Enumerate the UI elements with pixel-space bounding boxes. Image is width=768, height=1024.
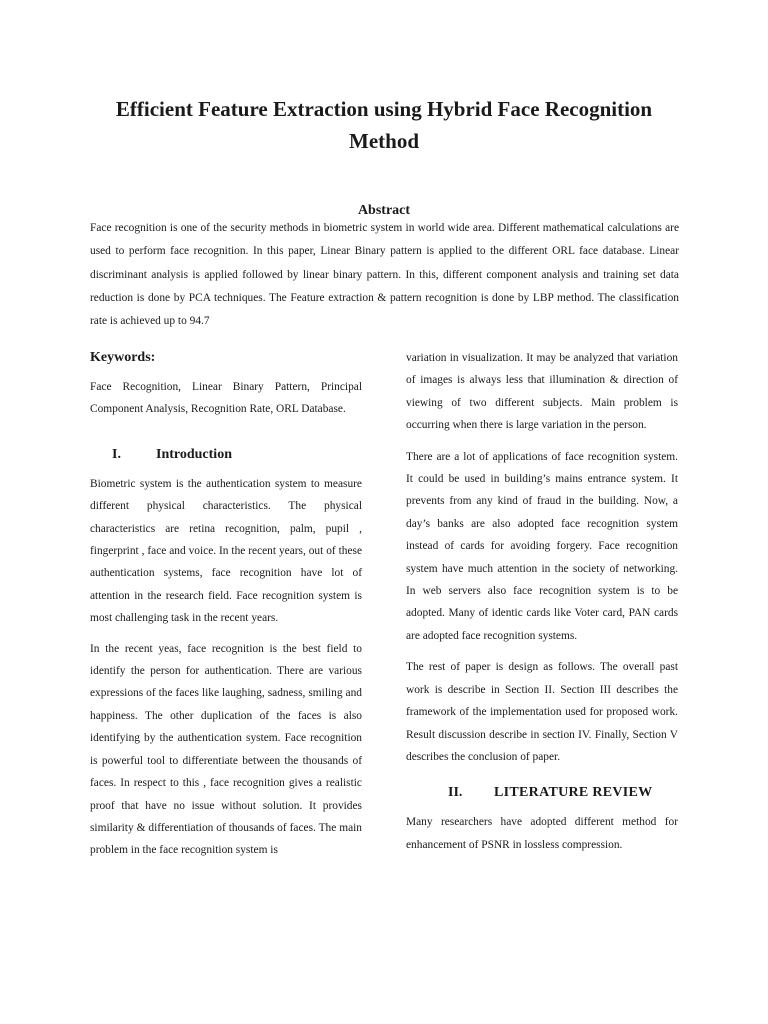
paragraph: variation in visualization. It may be analyzed that variation of images is always less that illumination & direction of viewing of two different subjects. Main problem is occurring when there is large variation in the person. (406, 352, 678, 432)
section-heading-introduction (90, 443, 362, 467)
section-heading-literature-review (406, 781, 678, 805)
right-column (406, 347, 678, 865)
abstract-text: Face recognition is one of the security methods in biometric system in world wide area. Different mathematical calculations are used to perform face recognition. In this paper, Linear Binary pattern is applied to the different ORL face database. Linear discriminant analysis is applied followed by linear binary pattern. In this, different component analysis and training set data reduction is done by PCA techniques. The Feature extraction & pattern recognition is done by LBP method. The classification rate is achieved up to 94.7 (90, 222, 679, 328)
keywords-heading: Keywords: (90, 350, 156, 365)
paragraph: There are a lot of applications of face recognition system. It could be used in building’s mains entrance system. It prevents from any kind of fraud in the building. Now, a day’s banks are also adopted face recognition system instead of cards for avoiding forgery. Face recognition system have much attention in the society of networking. In web servers also face recognition system is to be adopted. Many of identic cards like Voter card, PAN cards are adopted face recognition systems. (406, 450, 678, 642)
paragraph: Many researchers have adopted different method for enhancement of PSNR in lossless compression. (406, 816, 678, 851)
paragraph: In the recent yeas, face recognition is the best field to identify the person for authentication. There are various expressions of the faces like laughing, sadness, smiling and happiness. The other duplication of the faces is also identifying by the authentication system. Face recognition is powerful tool to differentiate between the thousands of faces. In respect to this , face recognition gives a realistic proof that have no issue without solution. It provides similarity & differentiation of thousands of faces. The main problem in the face recognition system is (90, 642, 362, 857)
left-column (90, 344, 362, 870)
paragraph: Biometric system is the authentication system to measure different physical characteristics. The physical characteristics are retina recognition, palm, pupil , fingerprint , face and voice. In the recent years, out of these authentication systems, face recognition have lot of attention in the research field. Face recognition system is most challenging task in the recent years. (90, 477, 362, 625)
section-number: II. (448, 785, 463, 801)
keywords-text: Face Recognition, Linear Binary Pattern, Principal Component Analysis, Recognition Rate, ORL Database. (90, 381, 362, 416)
section-title: Introduction (156, 446, 232, 462)
section-number: I. (112, 446, 121, 462)
paragraph: The rest of paper is design as follows. The overall past work is describe in Section II. Section III describes the framework of the implementation used for proposed work. Result discussion describe in section IV. Finally, Section V describes the conclusion of paper. (406, 661, 678, 763)
abstract-heading: Abstract (357, 203, 411, 218)
paper-title: Efficient Feature Extraction using Hybrid Face Recognition Method (115, 97, 653, 153)
section-title: LITERATURE REVIEW (494, 785, 653, 801)
